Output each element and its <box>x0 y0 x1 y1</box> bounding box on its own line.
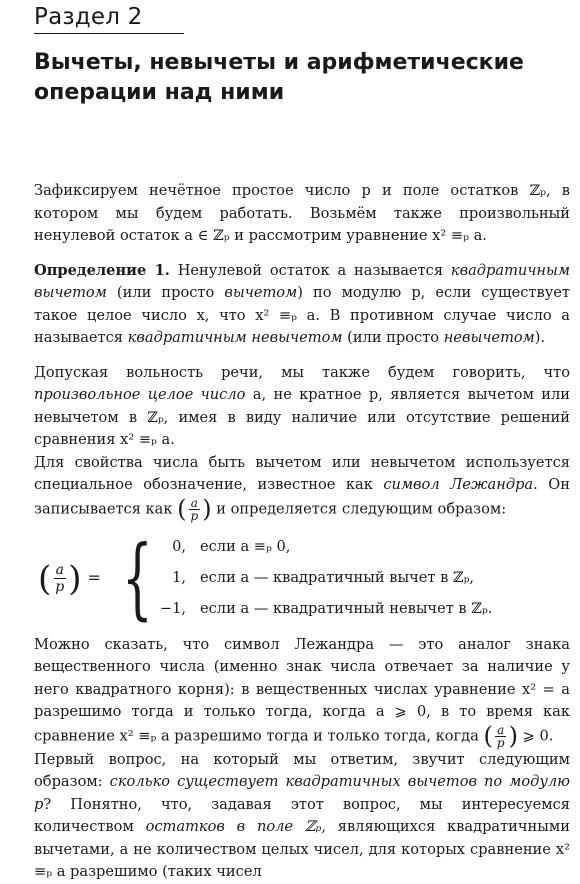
p6-text-c: ? Понятно, что, задавая этот вопрос, мы интересуемся количеством <box>34 795 570 835</box>
case-row-zero <box>150 536 290 559</box>
def-text-g: (или просто <box>342 329 444 346</box>
case-value: −1, <box>159 599 186 617</box>
paragraph-first-question <box>34 749 570 884</box>
def-term-nonresidue: квадратичным невычетом <box>127 329 343 346</box>
inline-frac-num: a <box>497 722 505 737</box>
case-condition: если a ≡ₚ 0, <box>200 537 291 555</box>
paragraph-intro: Зафиксируем нечётное простое число p и поле остатков ℤₚ, в котором мы будем работать. Возьмём также произвольный ненулевой остаток a ∈ ℤₚ и рассмотрим уравнение x² ≡ₚ a. <box>34 182 570 244</box>
chapter-title: Вычеты, невычеты и арифметические операции над ними <box>34 50 524 105</box>
paragraph-definition <box>34 260 570 350</box>
p3-text-c: a, не кратное p, является вычетом или невычетом в ℤₚ, имея в виду наличие или отсутствие решений сравнения x² ≡ₚ a. <box>34 386 571 448</box>
paragraph-sign-analogy <box>34 634 570 749</box>
p3-text-a: Допуская вольность речи, мы также будем говорить, что <box>34 363 570 381</box>
paragraph-notation <box>34 452 570 522</box>
p4-italic: символ Лежандра <box>383 476 534 493</box>
p6-italic-question: сколько существует квадратичных вычетов по модулю p <box>34 773 570 813</box>
inline-frac-den: p <box>190 508 199 523</box>
body-text <box>34 180 570 884</box>
case-value: 0, <box>172 537 186 555</box>
p3-italic: произвольное целое число <box>34 386 246 403</box>
def-text-a: Ненулевой остаток a называется <box>177 261 451 279</box>
def-term-nonresidue-short: невычетом <box>443 329 535 346</box>
case-row-nonresidue <box>150 598 492 621</box>
p5-text-b: ⩾ 0. <box>517 727 554 744</box>
case-value: 1, <box>172 568 186 586</box>
p6-text-a: Первый вопрос, на который мы ответим, звучит следующим образом: <box>34 750 570 790</box>
def-text-e: ) по модулю p, если существует такое целое число x, что x² ≡ₚ a. В противном случае число a называется <box>34 284 570 346</box>
equals-sign: = <box>87 568 101 588</box>
def-term-residue: квадратичным вычетом <box>34 261 571 301</box>
paragraph-liberty <box>34 362 570 452</box>
p5-text-a: Можно сказать, что символ Лежандра — это аналог знака вещественного числа (именно знак числа отвечает за наличие у него квадратного корня): в вещественных числах уравнение x² = a разрешимо тогда и только тогда, когда a ⩾ 0, в то время как сравнение x² ≡ₚ a разрешимо тогда и только тогда, когда <box>34 635 570 744</box>
def-text-c: (или просто <box>106 284 225 301</box>
left-brace: { <box>122 525 153 629</box>
case-condition: если a — квадратичный вычет в ℤₚ, <box>200 568 475 586</box>
p6-italic-remainders: остатков в поле ℤₚ <box>145 818 322 835</box>
p4-text-c: . Он записывается как <box>34 476 570 517</box>
inline-frac-den: p <box>496 735 505 750</box>
inline-frac-num: a <box>190 495 198 510</box>
case-row-residue <box>150 567 474 590</box>
frac-numerator: a <box>55 562 64 578</box>
legendre-definition-formula <box>34 525 570 629</box>
case-condition: если a — квадратичный невычет в ℤₚ. <box>200 599 493 617</box>
p6-text-e: , являющихся квадратичными вычетами, а не количеством целых чисел, для которых сравнение x² ≡ₚ a разрешимо (таких чисел <box>34 818 570 880</box>
frac-denominator: p <box>55 579 65 595</box>
def-term-short: вычетом <box>224 284 298 301</box>
section-label: Раздел 2 <box>34 4 184 34</box>
inline-legendre-symbol-2: ( $\frac{a}{p}$ ) <box>483 722 518 750</box>
legendre-lhs: ( $\frac{a}{p}$ ) = <box>38 558 101 599</box>
p4-text-a: Для свойства числа быть вычетом или невычетом используется специальное обозначение, известное как <box>34 453 570 493</box>
inline-legendre-symbol: ( $\frac{a}{p}$ ) <box>177 495 212 523</box>
definition-label: Определение 1. <box>34 261 170 279</box>
def-text-i: ). <box>534 329 546 346</box>
p4-text-d: и определяется следующим образом: <box>211 500 507 517</box>
